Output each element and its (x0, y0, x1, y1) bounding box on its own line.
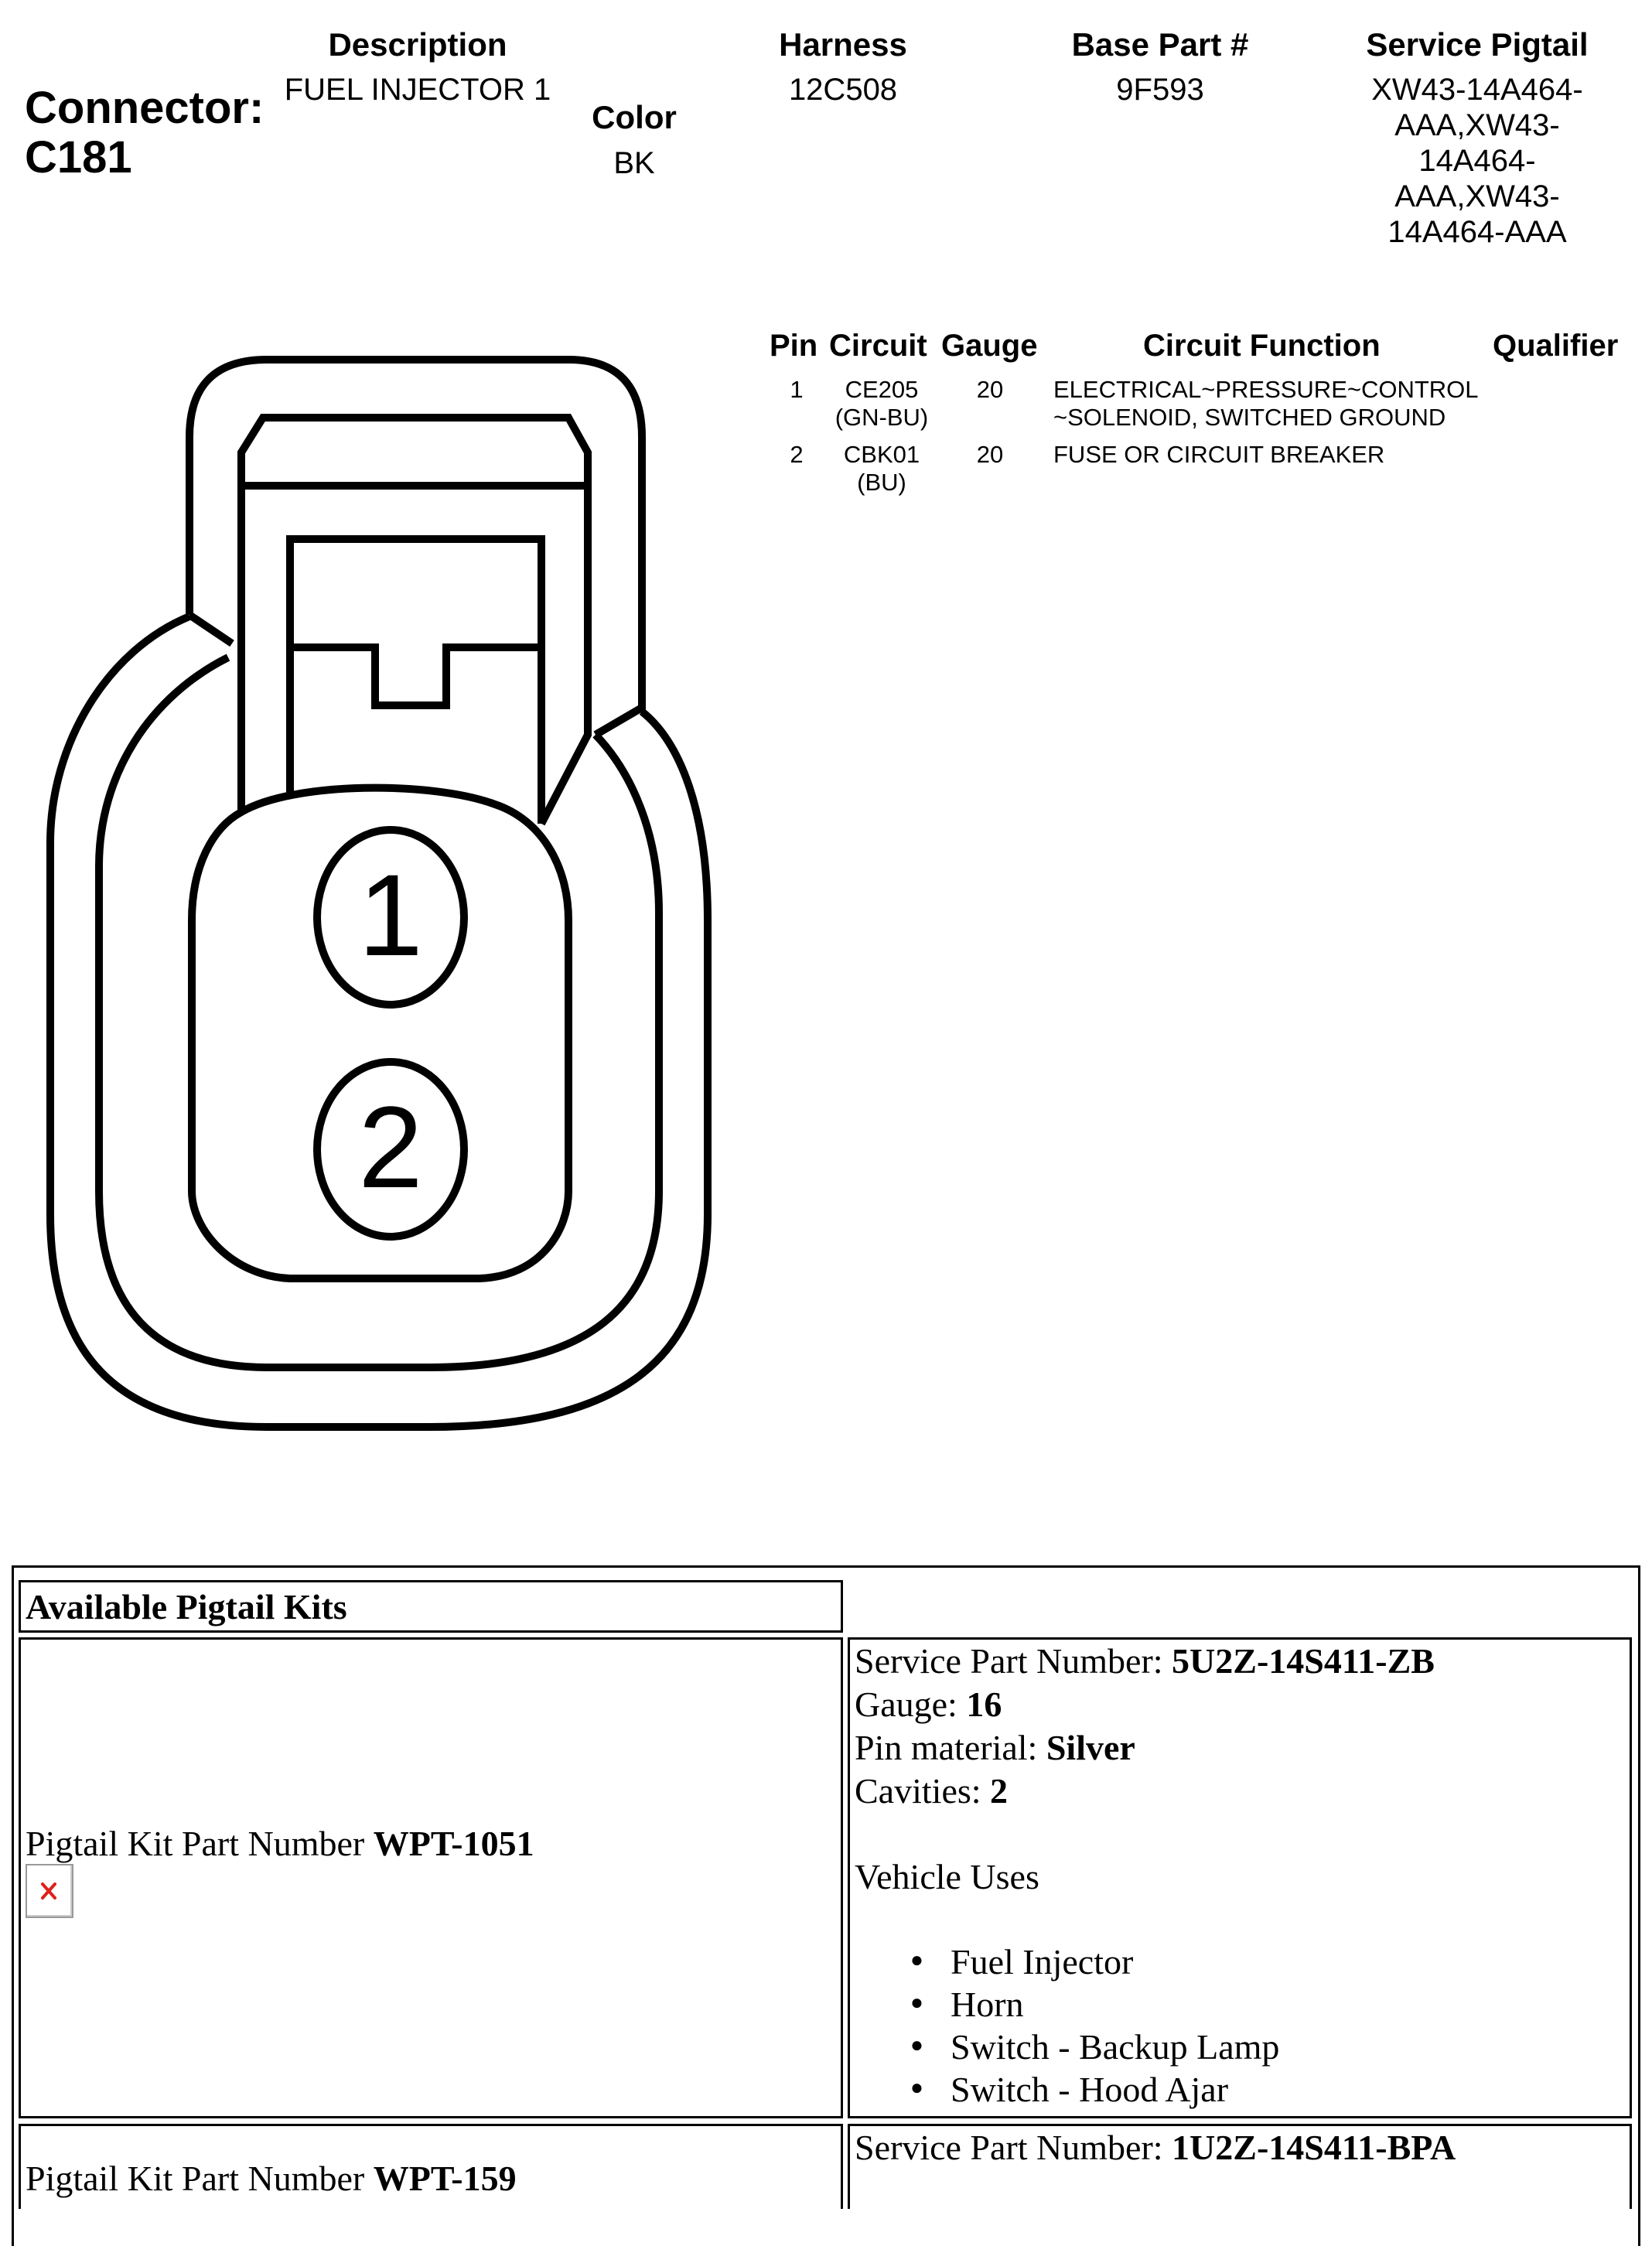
broken-image-icon (26, 1864, 73, 1918)
pigtail-kit-2-details-cell (848, 2124, 1632, 2209)
circuit-color: (GN-BU) (835, 404, 929, 431)
service-pigtail-value (1330, 72, 1624, 250)
service-pigtail-line: 14A464- (1418, 144, 1536, 178)
pin-row-1-circuit (820, 376, 944, 432)
color-value: BK (613, 146, 655, 180)
harness-header: Harness (779, 26, 907, 63)
connector-face-diagram (0, 325, 742, 1454)
vehicle-uses-label: Vehicle Uses (855, 1857, 1039, 1896)
pigtail-kit-1-details-cell (848, 1637, 1632, 2118)
connector-label: Connector: (25, 83, 265, 133)
service-part-number: 5U2Z-14S411-ZB (1172, 1641, 1435, 1681)
function-line: ELECTRICAL~PRESSURE~CONTROL (1053, 376, 1479, 403)
connector-shell-left-notch (189, 615, 232, 643)
function-column-header: Circuit Function (1143, 329, 1381, 363)
pigtail-kit-1-title (26, 1822, 534, 1865)
pigtail-kit-number: WPT-1051 (373, 1824, 534, 1863)
pin-row-1-gauge: 20 (976, 376, 1004, 403)
list-item: ● Horn (951, 1983, 1435, 2026)
pin-1-label: 1 (358, 850, 423, 980)
connector-lock-tab (290, 539, 541, 824)
base-part-header: Base Part # (1071, 26, 1249, 63)
vehicle-uses-list (855, 1941, 1435, 2111)
description-value: FUEL INJECTOR 1 (284, 73, 551, 107)
service-part-number-line: Service Part Number: 5U2Z-14S411-ZB (855, 1641, 1435, 1681)
service-pigtail-line: AAA,XW43- (1394, 179, 1560, 213)
service-part-number: 1U2Z-14S411-BPA (1172, 2128, 1456, 2167)
pin-row-2-pin: 2 (790, 441, 804, 468)
color-header: Color (592, 99, 677, 135)
service-pigtail-header: Service Pigtail (1366, 26, 1589, 63)
pigtail-kit-2-cell (19, 2124, 843, 2209)
pin-row-2-function (1053, 441, 1384, 469)
service-pigtail-line: 14A464-AAA (1387, 215, 1567, 249)
connector-title (25, 84, 264, 183)
gauge-value: 16 (966, 1684, 1002, 1724)
pigtail-kit-number: WPT-159 (373, 2159, 517, 2198)
pin-row-2-gauge: 20 (976, 441, 1004, 468)
pin-row-1-function (1053, 376, 1479, 432)
pigtail-kit-label: Pigtail Kit Part Number (26, 1824, 365, 1863)
pin-column-header: Pin (770, 329, 818, 363)
function-line: FUSE OR CIRCUIT BREAKER (1053, 441, 1385, 468)
service-pigtail-line: AAA,XW43- (1394, 108, 1560, 142)
pigtail-kit-1-details (855, 1640, 1435, 2111)
service-part-number-line: Service Part Number: 1U2Z-14S411-BPA (855, 2128, 1456, 2167)
connector-id: C181 (25, 132, 132, 183)
circuit-color: (BU) (857, 469, 906, 496)
pin-row-1-pin: 1 (790, 376, 804, 403)
circuit-id: CE205 (845, 376, 919, 403)
list-item: ● Fuel Injector (951, 1941, 1435, 1983)
list-item: ● Switch - Hood Ajar (951, 2068, 1435, 2111)
pigtail-kit-1-cell (19, 1637, 843, 2118)
gauge-line: Gauge: 16 (855, 1684, 1002, 1724)
circuit-column-header: Circuit (829, 329, 927, 363)
gauge-column-header: Gauge (941, 329, 1038, 363)
circuit-id: CBK01 (843, 441, 920, 468)
cavities-line: Cavities: 2 (855, 1771, 1009, 1811)
pin-2-label: 2 (358, 1082, 423, 1212)
base-part-value: 9F593 (1116, 73, 1204, 107)
qualifier-column-header: Qualifier (1493, 329, 1619, 363)
pin-material-line: Pin material: Silver (855, 1728, 1135, 1767)
service-pigtail-line: XW43-14A464- (1371, 73, 1583, 107)
pin-material-value: Silver (1046, 1728, 1135, 1767)
pigtail-kits-header: Available Pigtail Kits (26, 1587, 347, 1626)
harness-value: 12C508 (788, 73, 898, 107)
description-header: Description (328, 26, 507, 63)
pigtail-kit-label: Pigtail Kit Part Number (26, 2159, 365, 2198)
pigtail-kit-2-title (26, 2157, 517, 2200)
pigtail-kits-header-cell (19, 1580, 843, 1633)
pin-row-2-circuit (820, 441, 944, 497)
list-item: ● Switch - Backup Lamp (951, 2026, 1435, 2068)
cavities-value: 2 (990, 1771, 1009, 1811)
connector-outer-body (50, 616, 708, 1427)
function-line: ~SOLENOID, SWITCHED GROUND (1053, 404, 1446, 431)
